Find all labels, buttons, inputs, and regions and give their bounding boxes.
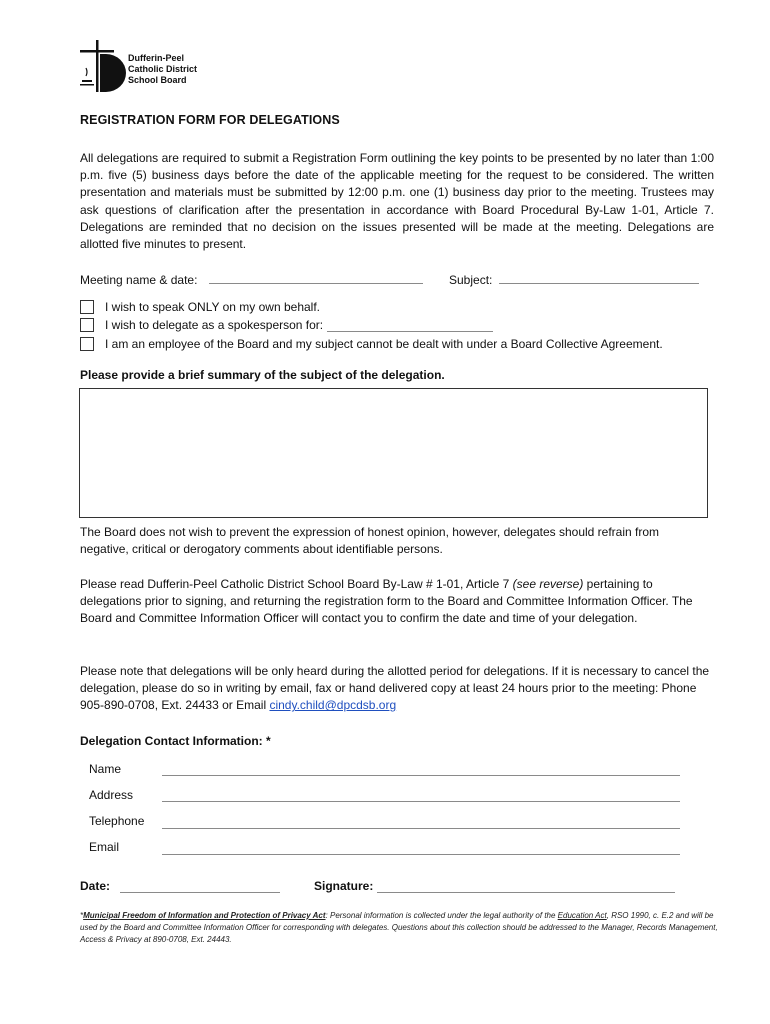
board-logo-text	[128, 53, 197, 86]
see-reverse-text: (see reverse)	[512, 577, 584, 591]
meeting-name-date-input[interactable]	[209, 271, 423, 284]
meeting-label: Meeting name & date:	[80, 273, 198, 287]
date-input[interactable]	[120, 892, 280, 893]
footnote-text-1: : Personal information is collected under the legal authority of the	[325, 911, 558, 920]
meeting-field-row	[80, 271, 423, 287]
bylaw-paragraph	[80, 576, 710, 628]
telephone-input[interactable]	[162, 828, 680, 829]
honest-opinion-paragraph: The Board does not wish to prevent the expression of honest opinion, however, delegates should refrain from negative, critical or derogatory comments about identifiable persons.	[80, 525, 660, 557]
privacy-act-title: Municipal Freedom of Information and Protection of Privacy Act	[83, 911, 326, 920]
signature-input[interactable]	[377, 892, 675, 893]
email-input[interactable]	[162, 854, 680, 855]
bylaw-text-after: pertaining to delegations prior to signing, and returning the registration form to the Board and Committee Information Officer. The Board and Committee Information Officer will contact you to confirm the date and time of your delegation.	[80, 577, 693, 626]
spokesperson-for-input[interactable]	[327, 319, 493, 332]
board-logo-mark-icon	[80, 40, 128, 92]
contact-email-link[interactable]: cindy.child@dpcdsb.org	[269, 698, 397, 713]
checkbox-row-own-behalf[interactable]	[80, 300, 320, 314]
date-label: Date:	[80, 879, 111, 893]
form-title: REGISTRATION FORM FOR DELEGATIONS	[80, 113, 340, 127]
subject-field-row	[449, 271, 699, 287]
subject-label: Subject:	[449, 273, 493, 287]
logo-line-3: School Board	[128, 75, 187, 85]
summary-prompt: Please provide a brief summary of the subject of the delegation.	[80, 368, 445, 382]
cancellation-text: Please note that delegations will be only heard during the allotted period for delegations. If it is necessary to cancel the delegation, please do so in writing by email, fax or hand delivered copy at least 24 hours prior to the meeting: Phone 905-890-0708, Ext. 24433 or Email	[80, 664, 710, 713]
logo-line-1: Dufferin-Peel	[128, 53, 185, 63]
footnote-star: *	[80, 911, 84, 920]
contact-heading: Delegation Contact Information: *	[80, 734, 271, 748]
privacy-footnote	[80, 910, 720, 946]
subject-input[interactable]	[499, 271, 699, 284]
address-input[interactable]	[162, 801, 680, 802]
logo-line-2: Catholic District	[128, 64, 198, 74]
telephone-label: Telephone	[89, 814, 145, 828]
board-logo	[80, 40, 240, 92]
signature-label: Signature:	[314, 879, 374, 893]
own-behalf-label: I wish to speak ONLY on my own behalf.	[105, 300, 320, 314]
own-behalf-checkbox[interactable]	[80, 300, 94, 314]
spokesperson-checkbox[interactable]	[80, 318, 94, 332]
education-act-ref: Education Act	[557, 911, 607, 920]
bylaw-text-before: Please read Dufferin-Peel Catholic District School Board By-Law # 1-01, Article 7	[80, 577, 513, 591]
checkbox-row-spokesperson[interactable]	[80, 318, 493, 332]
spokesperson-label: I wish to delegate as a spokesperson for:	[105, 318, 324, 332]
email-label: Email	[89, 840, 120, 854]
address-label: Address	[89, 788, 134, 802]
summary-textarea[interactable]	[79, 388, 708, 518]
cancellation-paragraph	[80, 663, 710, 715]
intro-paragraph: All delegations are required to submit a Registration Form outlining the key points to be presented by no later than 1:00 p.m. five (5) business days before the date of the applicable meeting for the request to be considered. The written presentation and materials must be submitted by 12:00 p.m. one (1) business day prior to the meeting. Trustees may ask questions of clarification after the presentation in accordance with Board Procedural By-Law 1-01, Article 7. Delegations are reminded that no decision on the issues presented will be made at the meeting. Delegations are allotted five minutes to present.	[80, 151, 714, 252]
name-input[interactable]	[162, 775, 680, 776]
employee-label: I am an employee of the Board and my subject cannot be dealt with under a Board Collective Agreement.	[105, 337, 663, 351]
employee-checkbox[interactable]	[80, 337, 94, 351]
footnote-text-2: , RSO 1990, c. E.2 and will be used by the Board and Committee Information Officer for corresponding with delegates. Questions about this collection should be addressed to the Manager, Records Management, Access & Privacy at 890-0708, Ext. 24443.	[80, 911, 718, 944]
checkbox-row-employee[interactable]	[80, 337, 663, 351]
name-label: Name	[89, 762, 122, 776]
